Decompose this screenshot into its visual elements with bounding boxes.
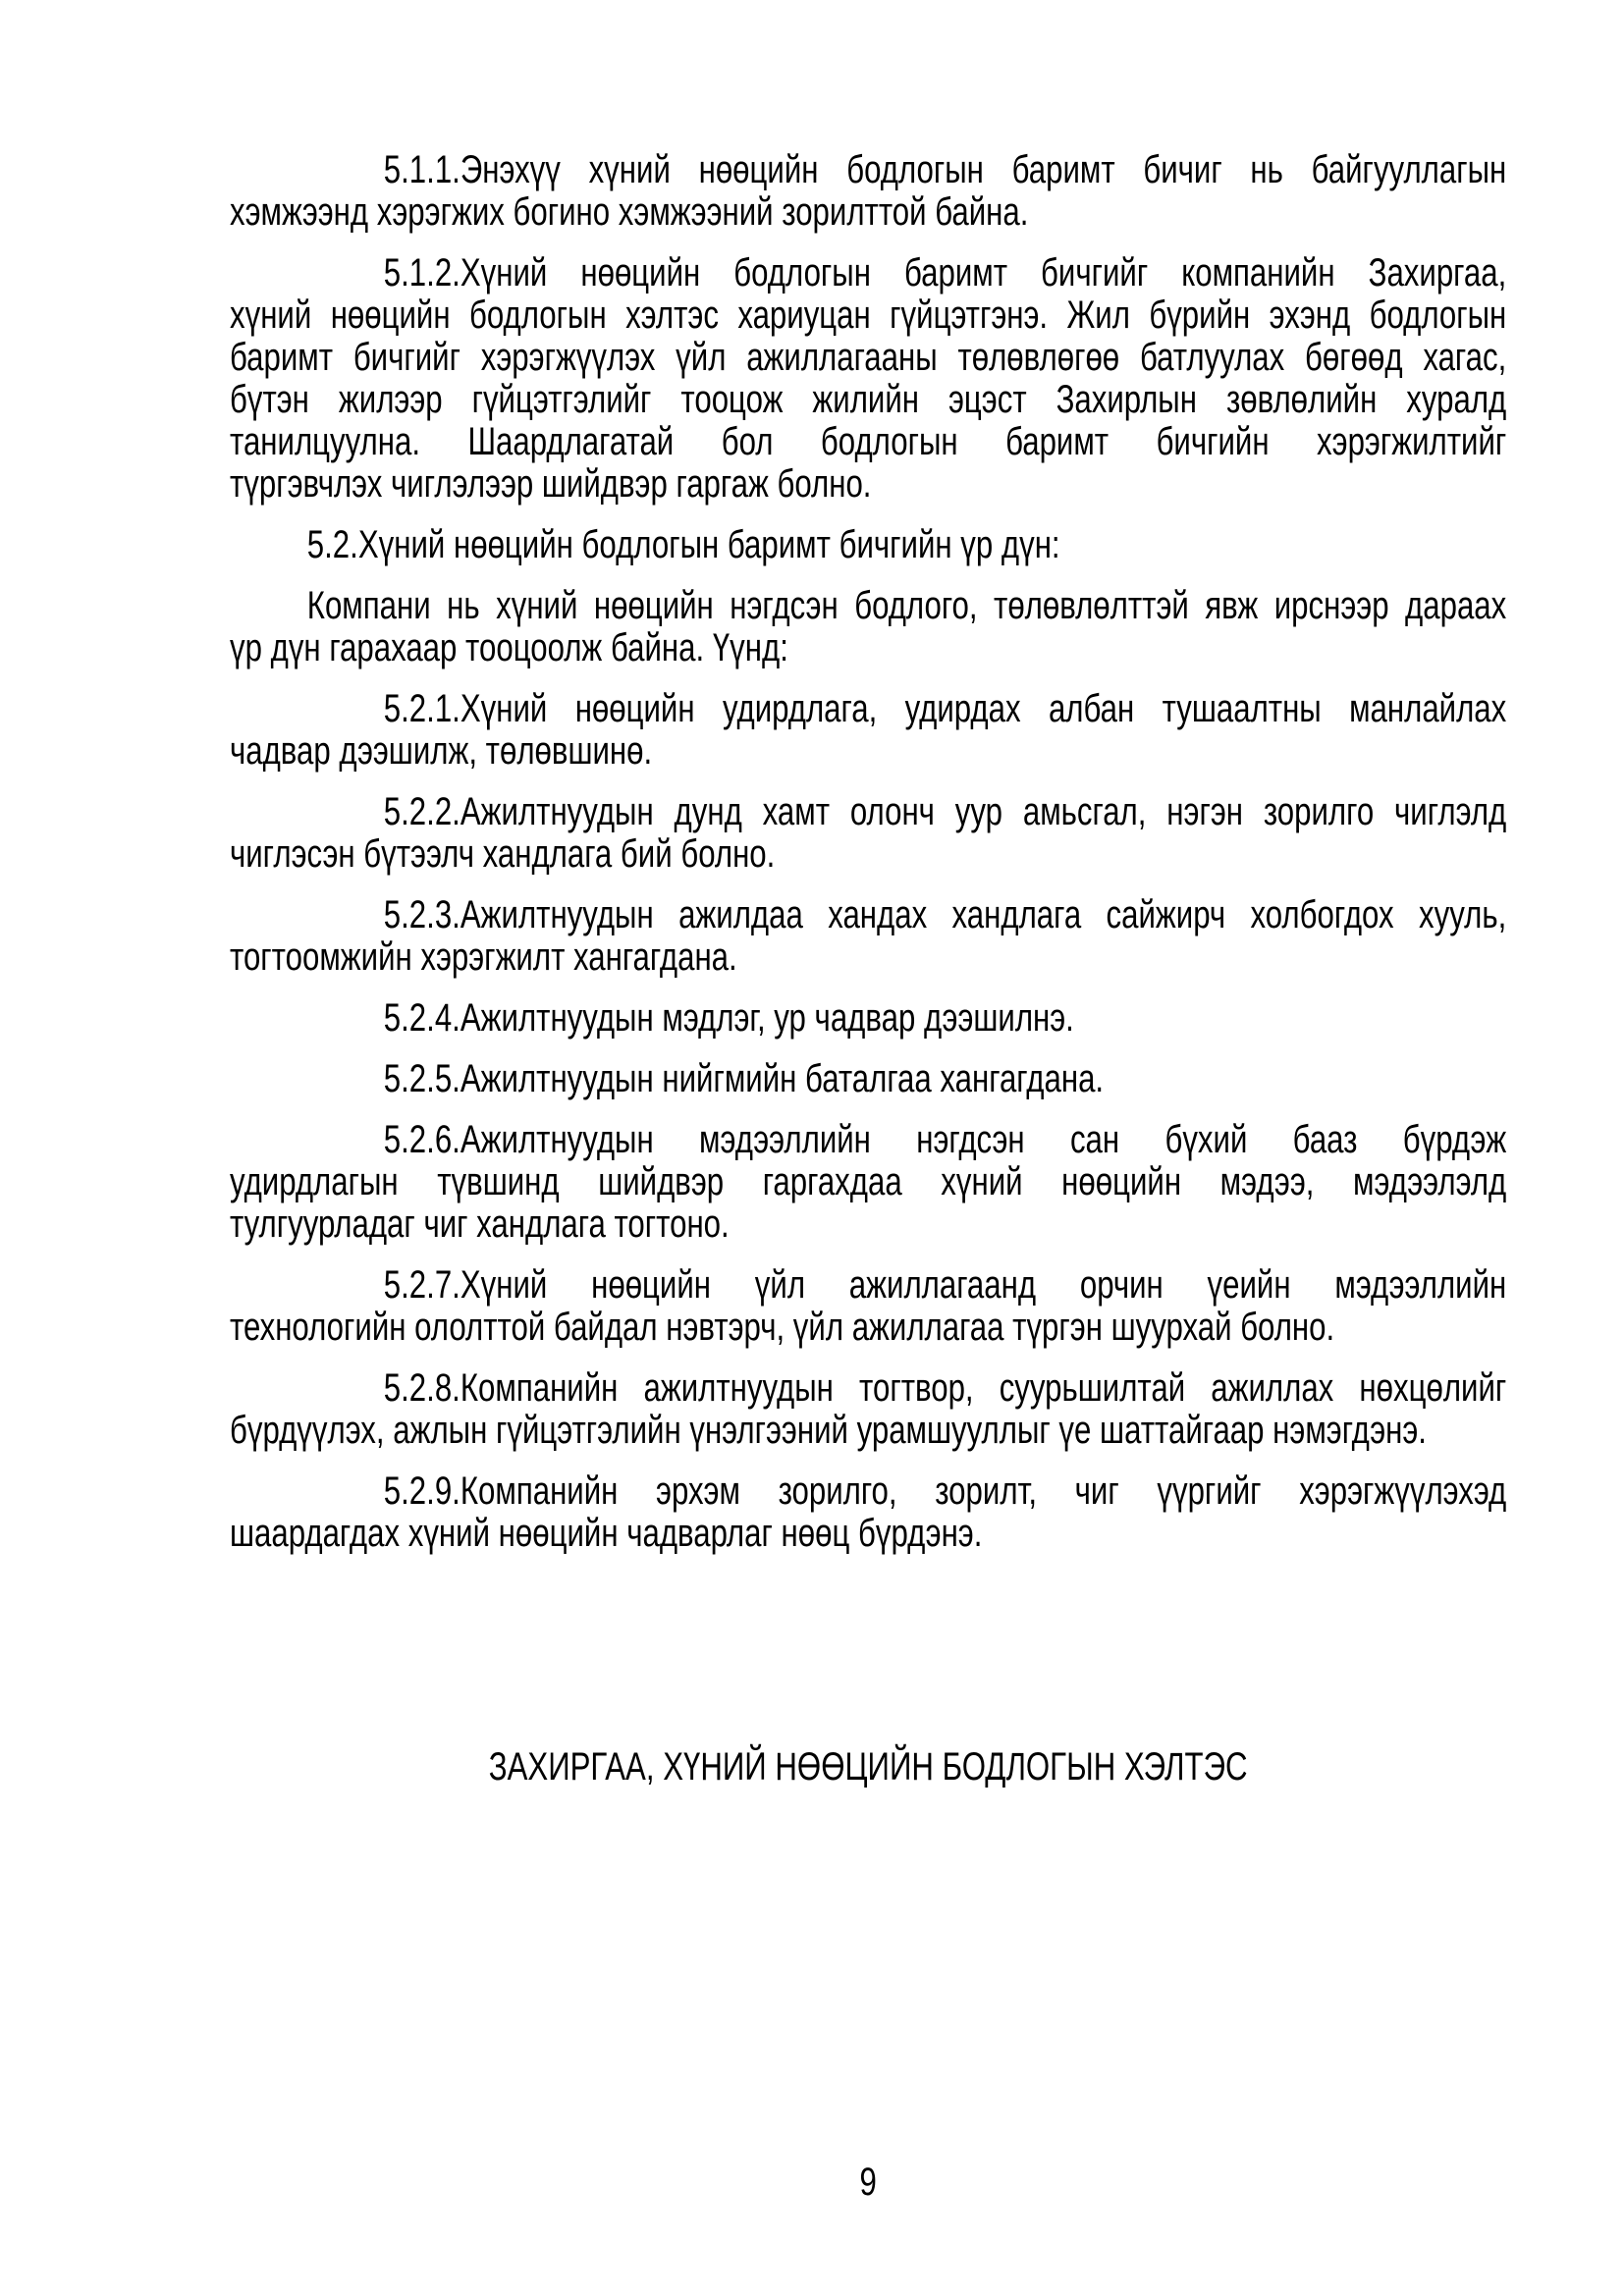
- text-line: 5.1.2.Хүний нөөцийн бодлогын баримт бичгийг компанийн Захиргаа,: [383, 251, 1507, 294]
- text-line: хүний нөөцийн бодлогын хэлтэс хариуцан гүйцэтгэнэ. Жил бүрийн эхэнд бодлогын: [230, 294, 1507, 337]
- text-line: чиглэсэн бүтээлч хандлага бий болно.: [230, 832, 776, 876]
- text-line: хэмжээнд хэрэгжих богино хэмжээний зорилттой байна.: [230, 190, 1029, 234]
- text-line: бүрдүүлэх, ажлын гүйцэтгэлийн үнэлгээний урамшууллыг үе шаттайгаар нэмэгдэнэ.: [230, 1409, 1427, 1452]
- paragraph-5.2.4: [230, 997, 1506, 1040]
- paragraph-5.2.8: [230, 1367, 1506, 1452]
- text-line: танилцуулна. Шаардлагатай бол бодлогын баримт бичгийн хэрэгжилтийг: [230, 420, 1507, 463]
- text-line: 5.2.9.Компанийн эрхэм зорилго, зорилт, чиг үүргийг хэрэгжүүлэхэд: [383, 1469, 1507, 1513]
- paragraph-5.2.6: [230, 1119, 1506, 1246]
- footer-heading: ЗАХИРГАА, ХҮНИЙ НӨӨЦИЙН БОДЛОГЫН ХЭЛТЭС: [488, 1745, 1248, 1789]
- paragraph-5.2.3: [230, 894, 1506, 979]
- text-line: тогтоомжийн хэрэгжилт хангагдана.: [230, 935, 737, 979]
- text-line: 5.1.1.Энэхүү хүний нөөцийн бодлогын баримт бичиг нь байгууллагын: [383, 148, 1507, 191]
- text-line: 5.2.Хүний нөөцийн бодлогын баримт бичгийн үр дүн:: [306, 523, 1060, 566]
- document-body: [230, 149, 1506, 1555]
- text-line: 5.2.5.Ажилтнуудын нийгмийн баталгаа хангагдана.: [383, 1057, 1105, 1100]
- text-line: баримт бичгийг хэрэгжүүлэх үйл ажиллагааны төлөвлөгөө батлуулах бөгөөд хагас,: [230, 336, 1507, 379]
- text-line: 5.2.2.Ажилтнуудын дунд хамт олонч уур амьсгал, нэгэн зорилго чиглэлд: [383, 790, 1507, 833]
- paragraph-intro: [230, 585, 1506, 669]
- text-line: шаардагдах хүний нөөцийн чадварлаг нөөц бүрдэнэ.: [230, 1512, 983, 1555]
- text-line: 5.2.4.Ажилтнуудын мэдлэг, ур чадвар дээшилнэ.: [383, 996, 1074, 1040]
- text-line: тулгуурладаг чиг хандлага тогтоно.: [230, 1202, 730, 1246]
- paragraph-5.2.1: [230, 688, 1506, 773]
- text-line: Компани нь хүний нөөцийн нэгдсэн бодлого, төлөвлөлттэй явж ирснээр дараах: [306, 584, 1507, 627]
- paragraph-5.2: [230, 524, 1506, 566]
- paragraph-5.2.5: [230, 1058, 1506, 1100]
- text-line: 5.2.8.Компанийн ажилтнуудын тогтвор, суурьшилтай ажиллах нөхцөлийг: [383, 1366, 1507, 1410]
- text-line: түргэвчлэх чиглэлээр шийдвэр гаргаж болно.: [230, 462, 872, 506]
- text-line: чадвар дээшилж, төлөвшинө.: [230, 729, 653, 773]
- text-line: удирдлагын түвшинд шийдвэр гаргахдаа хүний нөөцийн мэдээ, мэдээлэлд: [230, 1160, 1507, 1203]
- paragraph-5.2.2: [230, 791, 1506, 876]
- paragraph-5.1.2: [230, 252, 1506, 506]
- paragraph-5.2.7: [230, 1264, 1506, 1349]
- text-line: бүтэн жилээр гүйцэтгэлийг тооцож жилийн эцэст Захирлын зөвлөлийн хуралд: [230, 378, 1507, 421]
- page-number: 9: [859, 2161, 877, 2204]
- text-line: 5.2.1.Хүний нөөцийн удирдлага, удирдах албан тушаалтны манлайлах: [383, 687, 1507, 730]
- text-line: 5.2.6.Ажилтнуудын мэдээллийн нэгдсэн сан бүхий бааз бүрдэж: [383, 1118, 1507, 1161]
- paragraph-5.2.9: [230, 1470, 1506, 1555]
- text-line: 5.2.3.Ажилтнуудын ажилдаа хандах хандлага сайжирч холбогдох хууль,: [383, 893, 1507, 936]
- text-line: технологийн ололттой байдал нэвтэрч, үйл ажиллагаа түргэн шуурхай болно.: [230, 1306, 1335, 1349]
- text-line: 5.2.7.Хүний нөөцийн үйл ажиллагаанд орчин үеийн мэдээллийн: [383, 1263, 1507, 1307]
- text-line: үр дүн гарахаар тооцоолж байна. Үүнд:: [230, 626, 788, 669]
- paragraph-5.1.1: [230, 149, 1506, 234]
